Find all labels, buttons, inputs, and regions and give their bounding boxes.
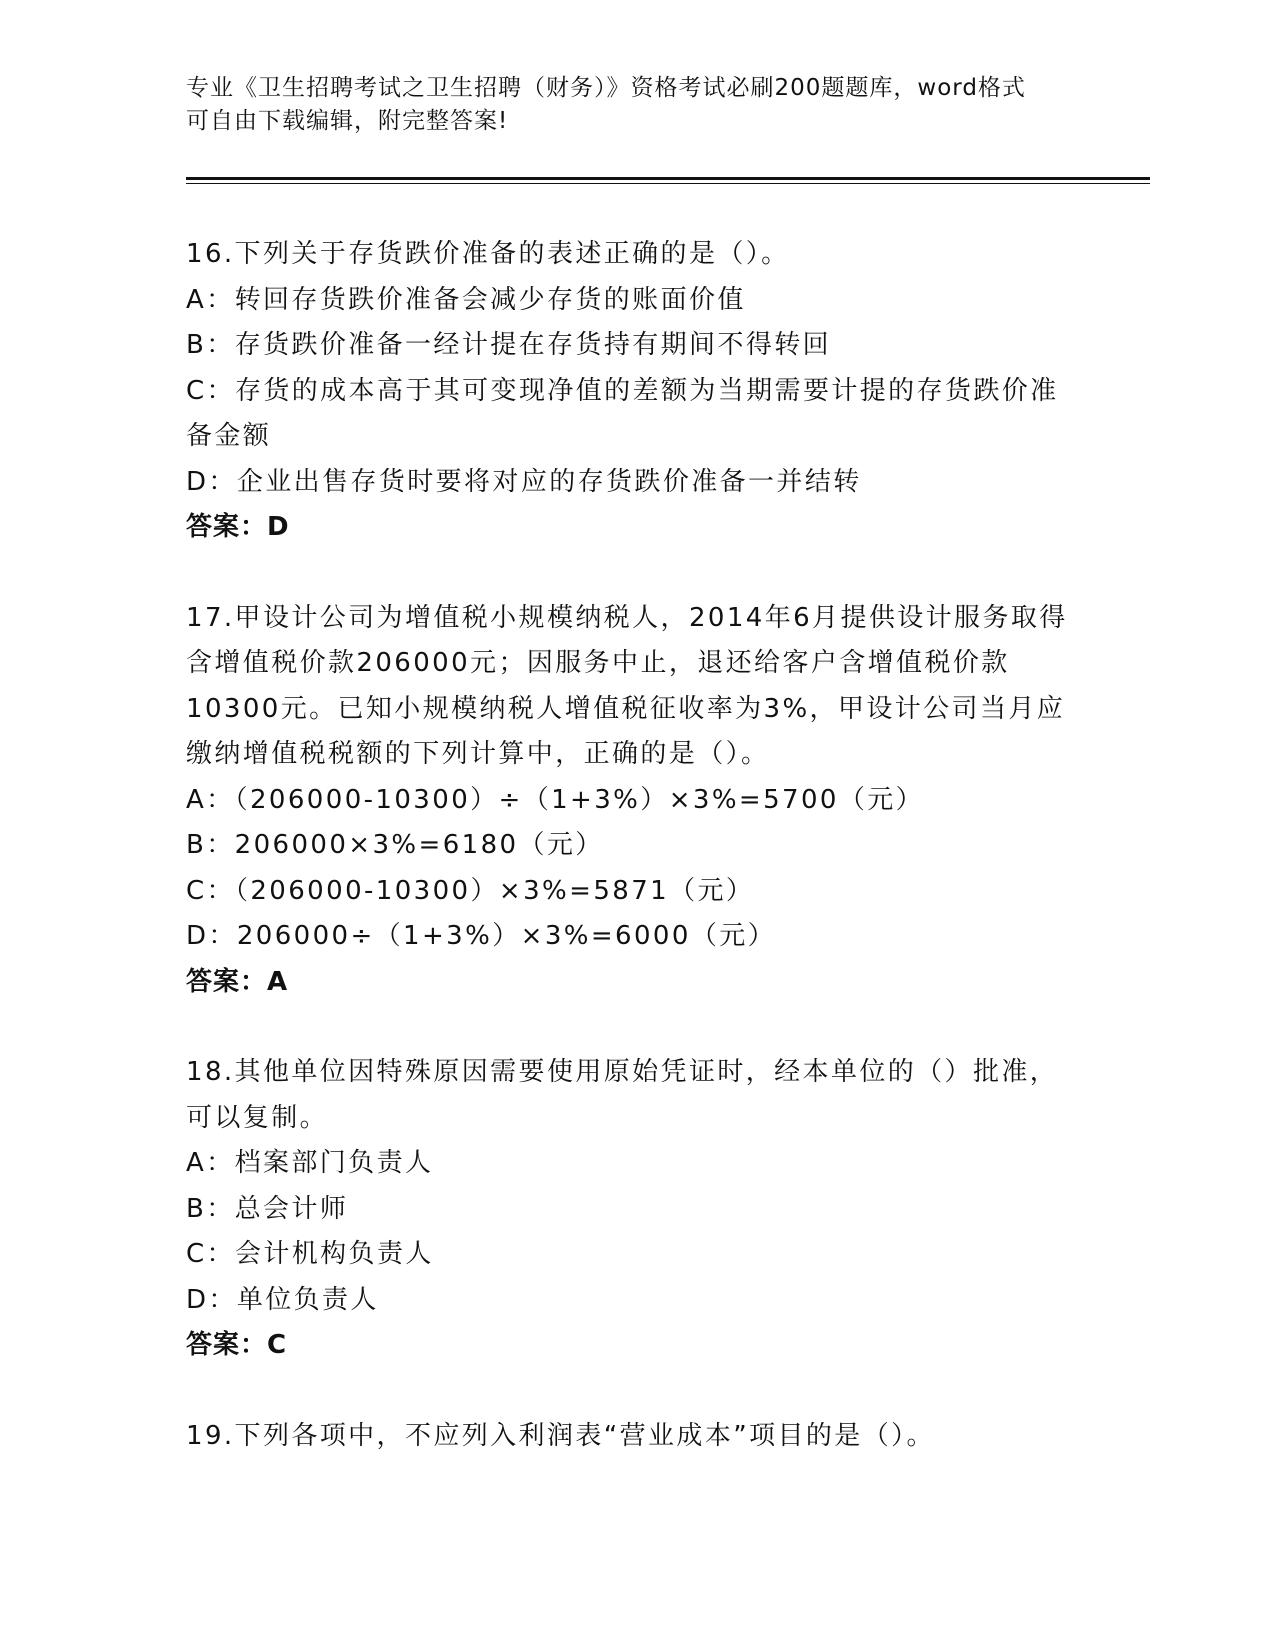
question-text: 10300元。已知小规模纳税人增值税征收率为3%，甲设计公司当月应 [186,693,1066,724]
question-text: 16.下列关于存货跌价准备的表述正确的是（）。 [186,239,790,269]
document-header [186,72,1086,138]
header-divider-thin [186,183,1150,184]
option-a: A：转回存货跌价准备会减少存货的账面价值 [186,284,746,315]
header-divider-thick [186,177,1150,180]
option-c: C：存货的成本高于其可变现净值的差额为当期需要计提的存货跌价准 [186,375,1059,406]
option-d: D：206000÷（1+3%）×3%=6000（元） [186,921,777,951]
question-17 [186,596,1086,1006]
option-a: A：（206000-10300）÷（1+3%）×3%=5700（元） [186,784,925,815]
answer: 答案：C [186,1330,288,1360]
question-text: 可以复制。 [186,1102,329,1133]
question-18 [186,1050,1086,1369]
question-text: 缴纳增值税税额的下列计算中，正确的是（）。 [186,739,770,769]
option-b: B：206000×3%=6180（元） [186,830,604,860]
question-text: 18.其他单位因特殊原因需要使用原始凭证时，经本单位的（）批准， [186,1057,1059,1087]
answer: 答案：D [186,512,290,542]
option-b: B：总会计师 [186,1193,349,1224]
question-text: 19.下列各项中，不应列入利润表“营业成本”项目的是（）。 [186,1420,935,1451]
option-c: C：（206000-10300）×3%=5871（元） [186,875,755,906]
question-19 [186,1414,1086,1460]
option-c-continued: 备金额 [186,421,272,451]
question-16 [186,232,1086,551]
option-d: D：企业出售存货时要将对应的存货跌价准备一并结转 [186,466,862,497]
header-line-2: 可自由下载编辑，附完整答案! [186,108,509,134]
question-text: 含增值税价款206000元；因服务中止，退还给客户含增值税价款 [186,648,1010,678]
option-b: B：存货跌价准备一经计提在存货持有期间不得转回 [186,330,832,360]
option-c: C：会计机构负责人 [186,1239,434,1269]
header-line-1: 专业《卫生招聘考试之卫生招聘（财务）》资格考试必刷200题题库，word格式 [186,75,1026,101]
option-a: A：档案部门负责人 [186,1148,434,1178]
answer: 答案：A [186,966,289,997]
question-text: 17.甲设计公司为增值税小规模纳税人，2014年6月提供设计服务取得 [186,602,1068,633]
option-d: D：单位负责人 [186,1284,379,1315]
question-list [186,232,1086,1504]
